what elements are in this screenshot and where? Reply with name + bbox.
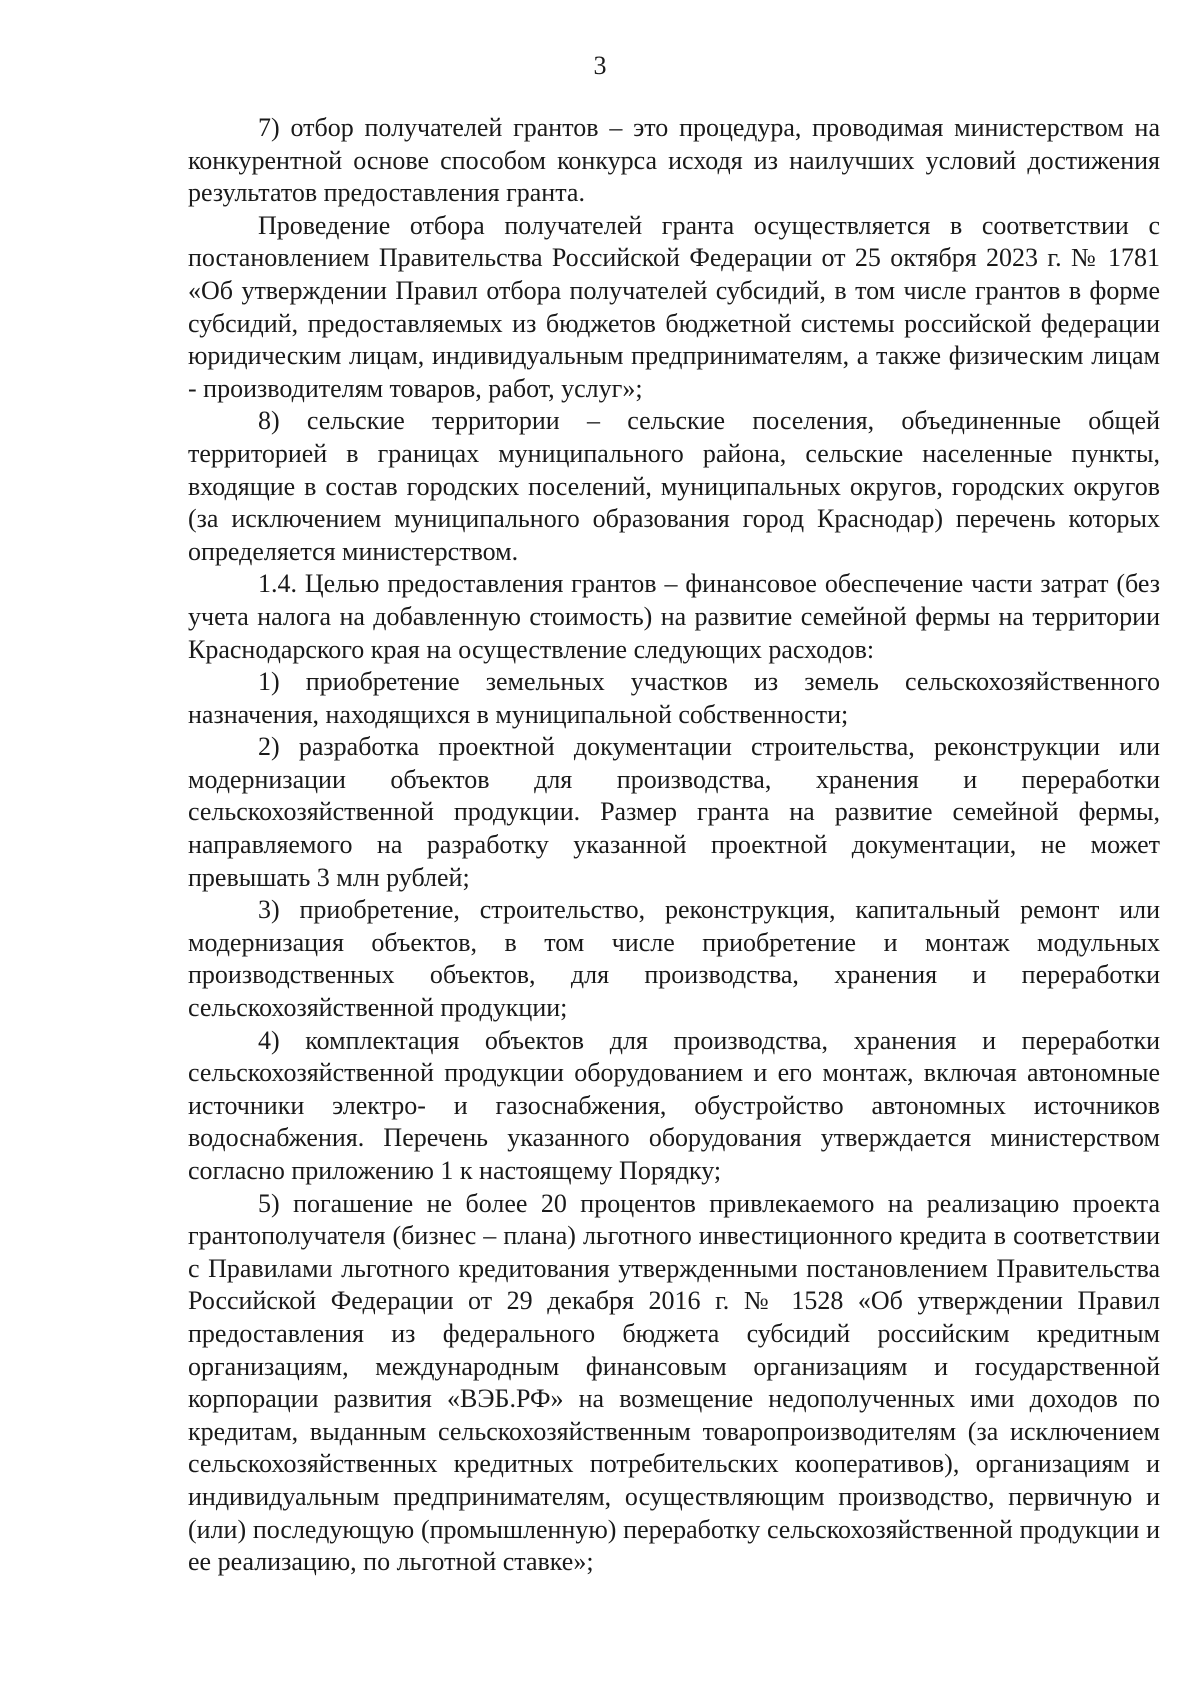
paragraph-grant-purpose: 1.4. Целью предоставления грантов – финансовое обеспечение части затрат (без учета налога на добавленную стоимость) на развитие семейной фермы на территории Краснодарского края на осуществление следующих расходов: [188, 569, 1160, 664]
paragraph-rural-territories: 8) сельские территории – сельские поселения, объединенные общей территорией в границах муниципального района, сельские населенные пункты, входящие в состав городских поселений, муниципальных округов, городских округов (за исключением муниципального образования город Краснодар) перечень которых определяется министерством. [188, 406, 1160, 566]
document-body [188, 112, 1160, 1579]
list-item-4: 4) комплектация объектов для производства, хранения и переработки сельскохозяйственной продукции оборудованием и его монтаж, включая автономные источники электро- и газоснабжения, обустройство автономных источников водоснабжения. Перечень указанного оборудования утверждается министерством согласно приложению 1 к настоящему Порядку; [188, 1025, 1160, 1185]
list-item-1: 1) приобретение земельных участков из земель сельскохозяйственного назначения, находящихся в муниципальной собственности; [188, 667, 1160, 729]
paragraph-selection-procedure: Проведение отбора получателей гранта осуществляется в соответствии с постановлением Правительства Российской Федерации от 25 октября 2023 г. № 1781 «Об утверждении Правил отбора получателей субсидий, в том числе грантов в форме субсидий, предоставляемых из бюджетов бюджетной системы российской федерации юридическим лицам, индивидуальным предпринимателям, а также физическим лицам - производителям товаров, работ, услуг»; [188, 210, 1160, 403]
list-item-3: 3) приобретение, строительство, реконструкция, капитальный ремонт или модернизация объектов, в том числе приобретение и монтаж модульных производственных объектов, для производства, хранения и переработки сельскохозяйственной продукции; [188, 895, 1160, 1023]
paragraph-selection-definition: 7) отбор получателей грантов – это процедура, проводимая министерством на конкурентной основе способом конкурса исходя из наилучших условий достижения результатов предоставления гранта. [188, 113, 1160, 208]
list-item-2: 2) разработка проектной документации строительства, реконструкции или модернизации объектов для производства, хранения и переработки сельскохозяйственной продукции. Размер гранта на развитие семейной фермы, направляемого на разработку указанной проектной документации, не может превышать 3 млн рублей; [188, 732, 1160, 892]
list-item-5: 5) погашение не более 20 процентов привлекаемого на реализацию проекта грантополучателя (бизнес – плана) льготного инвестиционного кредита в соответствии с Правилами льготного кредитования утвержденными постановлением Правительства Российской Федерации от 29 декабря 2016 г. № 1528 «Об утверждении Правил предоставления из федерального бюджета субсидий российским кредитным организациям, международным финансовым организациям и государственной корпорации развития «ВЭБ.РФ» на возмещение недополученных ими доходов по кредитам, выданным сельскохозяйственным товаропроизводителям (за исключением сельскохозяйственных кредитных потребительских кооперативов), организациям и индивидуальным предпринимателям, осуществляющим производство, первичную и (или) последующую (промышленную) переработку сельскохозяйственной продукции и ее реализацию, по льготной ставке»; [188, 1188, 1160, 1577]
page-number: 3 [593, 51, 607, 80]
